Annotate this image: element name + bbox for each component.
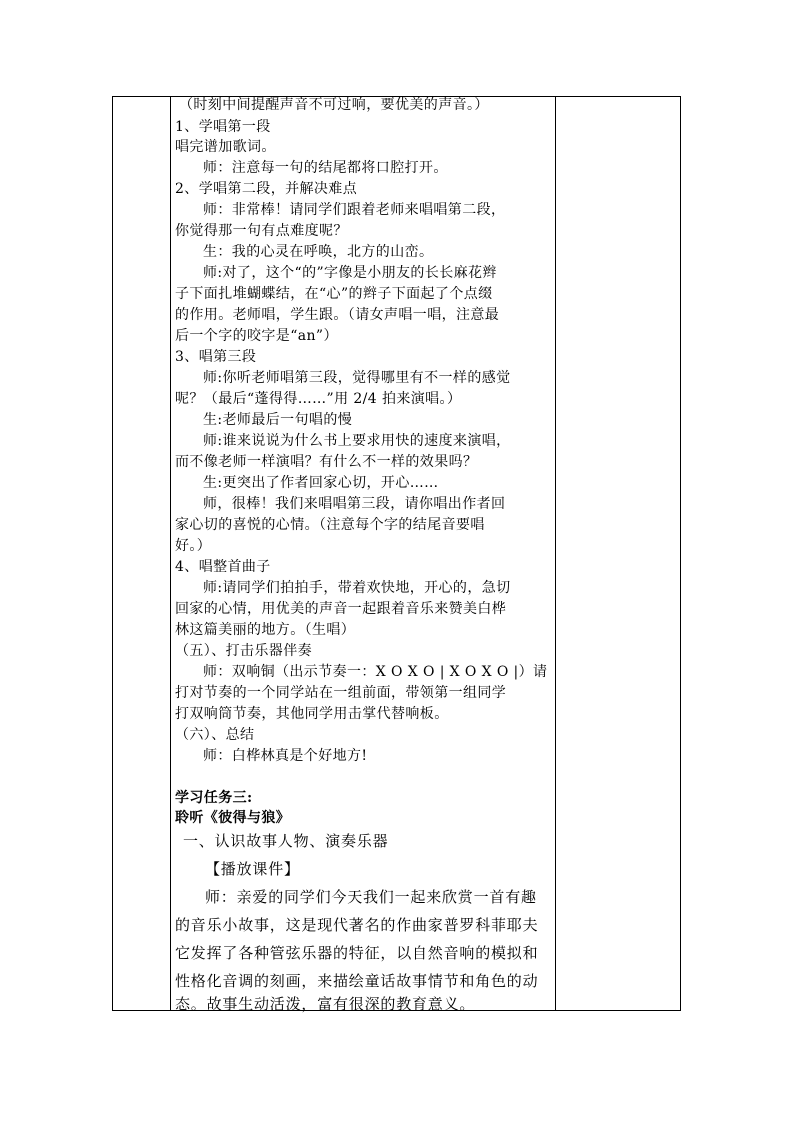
column-divider-left: [170, 97, 171, 1010]
text-line: 师：双响铜（出示节奏一：X O X O | X O X O |）请: [203, 664, 548, 680]
text-line: 师：亲爱的同学们今天我们一起来欣赏一首有趣: [205, 888, 537, 906]
text-line: （五）、打击乐器伴奏: [175, 643, 312, 659]
text-line: 1、学唱第一段: [175, 119, 271, 135]
text-line: 它发挥了各种管弦乐器的特征，以自然音响的模拟和: [175, 944, 539, 962]
text-line: 后一个字的咬字是“an”）: [175, 328, 338, 344]
text-line: 师:谁来说说为什么书上要求用快的速度来演唱，: [203, 433, 511, 449]
text-line: 【播放课件】: [205, 860, 300, 878]
column-divider-right: [555, 97, 556, 1010]
text-line: 2、学唱第二段，并解决难点: [175, 181, 358, 197]
text-line: 3、唱第三段: [175, 349, 257, 365]
text-line: 生：我的心灵在呼唤，北方的山峦。: [203, 244, 434, 260]
text-line: （六）、总结: [175, 727, 255, 743]
text-line: 师：非常棒！请同学们跟着老师来唱唱第二段，: [203, 202, 506, 218]
text-line: 家心切的喜悦的心情。（注意每个字的结尾音要唱: [175, 517, 485, 533]
text-line: 生:老师最后一句唱的慢: [203, 412, 353, 428]
text-line: 生:更突出了作者回家心切，开心……: [203, 475, 439, 491]
text-line: 性格化音调的刻画，来描绘童话故事情节和角色的动: [175, 972, 539, 990]
text-line: （时刻中间提醒声音不可过响，要优美的声音。）: [179, 97, 489, 113]
text-line: 唱完谱加歌词。: [175, 139, 276, 155]
text-line: 子下面扎堆蝴蝶结，在“心”的辫子下面起了个点缀: [175, 286, 493, 302]
text-line: 师：注意每一句的结尾都将口腔打开。: [203, 160, 448, 176]
text-line: 的音乐小故事，这是现代著名的作曲家普罗科菲耶夫: [175, 916, 539, 934]
section-heading: 聆听《彼得与狼》: [175, 810, 291, 826]
text-line: 师:请同学们拍拍手，带着欢快地，开心的，急切: [203, 580, 511, 596]
text-line: 呢？（最后“蓬得得……”用 2/4 拍来演唱。）: [175, 391, 462, 407]
text-line: 态。故事生动活泼，富有很深的教育意义。: [175, 995, 476, 1013]
text-line: 师，很棒！我们来唱唱第三段，请你唱出作者回: [203, 496, 506, 512]
text-line: 一、认识故事人物、演奏乐器: [183, 832, 389, 850]
text-line: 打双响筒节奏，其他同学用击掌代替响板。: [175, 706, 449, 722]
text-line: 林这篇美丽的地方。（生唱）: [175, 622, 356, 638]
text-line: 4、唱整首曲子: [175, 559, 271, 575]
text-line: 师:对了，这个“的”字像是小朋友的长长麻花辫: [203, 265, 497, 281]
text-line: 好。）: [175, 538, 212, 554]
text-line: 师：白桦林真是个好地方!: [203, 748, 368, 764]
text-line: 而不像老师一样演唱？有什么不一样的效果吗？: [175, 454, 478, 470]
section-heading: 学习任务三:: [175, 790, 253, 806]
text-line: 师:你听老师唱第三段，觉得哪里有不一样的感觉: [203, 370, 511, 386]
text-line: 你觉得那一句有点难度呢？: [175, 223, 348, 239]
text-line: 回家的心情，用优美的声音一起跟着音乐来赞美白桦: [175, 601, 507, 617]
text-line: 打对节奏的一个同学站在一组前面，带领第一组同学: [175, 685, 507, 701]
text-line: 的作用。老师唱，学生跟。（请女声唱一唱，注意最: [175, 307, 500, 323]
